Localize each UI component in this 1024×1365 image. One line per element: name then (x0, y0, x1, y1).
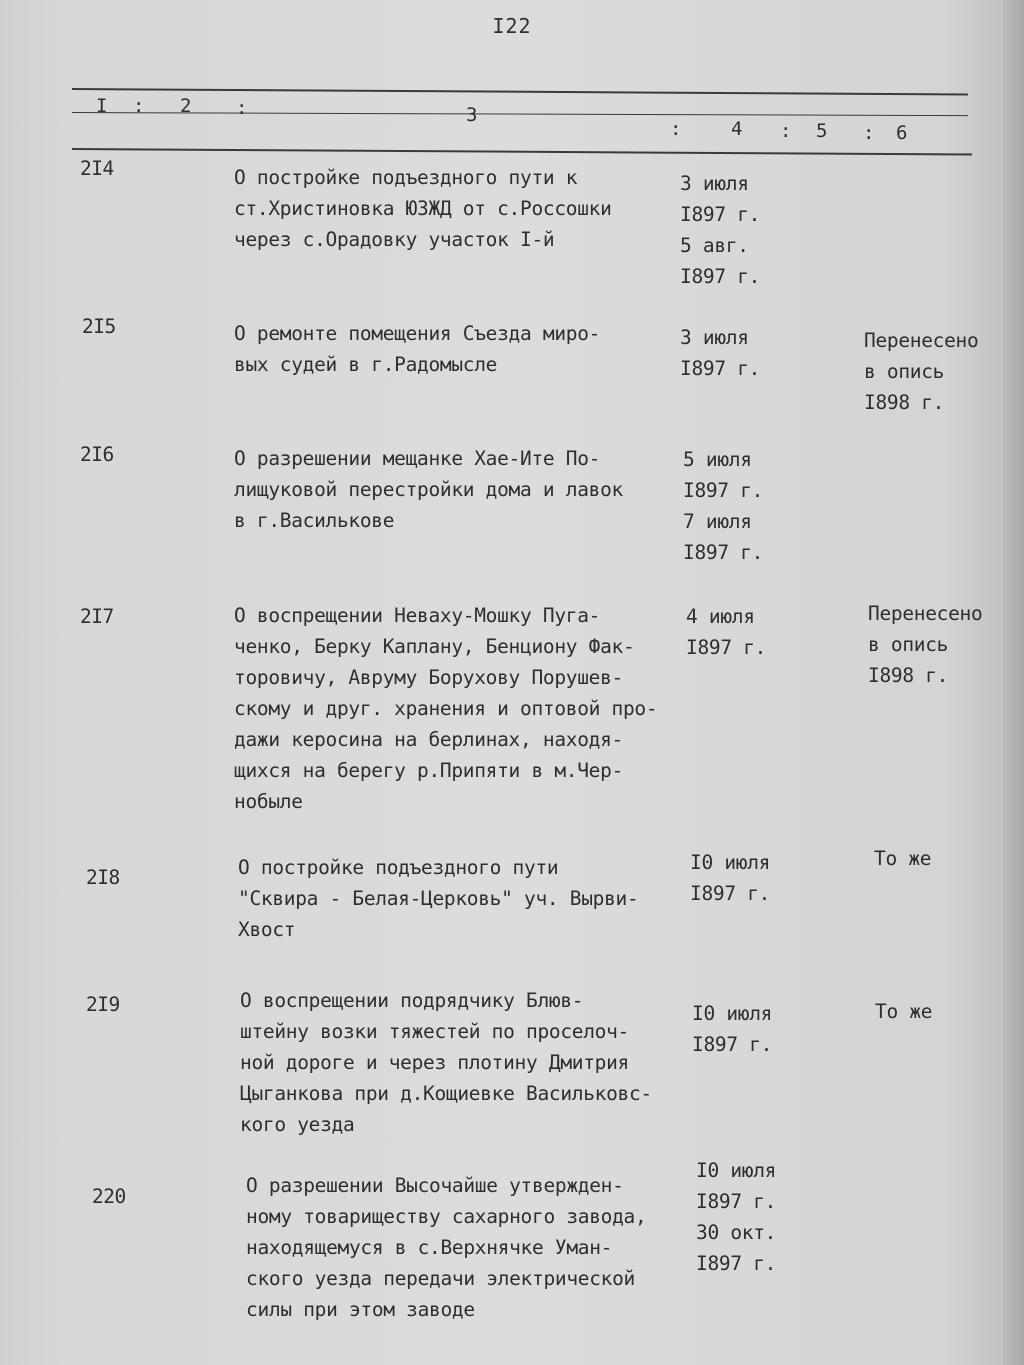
note-line: в опись (864, 360, 945, 383)
record-number: 2I5 (82, 315, 116, 338)
date-line: I897 г. (680, 357, 761, 380)
record-title (234, 443, 623, 536)
title-line: ному товариществу сахарного завода, (246, 1205, 647, 1228)
record-number: 2I7 (80, 605, 114, 628)
record-title (234, 600, 657, 817)
record-dates (680, 168, 760, 292)
record-dates (696, 1155, 776, 1279)
record-dates (692, 998, 772, 1060)
title-line: нобыле (234, 790, 303, 813)
record-number: 2I8 (86, 866, 120, 889)
title-line: торовичу, Авруму Борухову Порушев- (234, 666, 623, 689)
date-line: 30 окт. (696, 1221, 777, 1244)
record-dates (686, 601, 766, 663)
date-line: I897 г. (696, 1252, 777, 1275)
date-line: 3 июля (680, 172, 749, 195)
title-line: кого уезда (240, 1113, 355, 1136)
title-line: щихся на берегу р.Припяти в м.Чер- (234, 759, 623, 782)
header-rule-top (72, 88, 968, 95)
title-line: О воспрещении подрядчику Блюв- (240, 989, 584, 1012)
date-line: I897 г. (696, 1190, 777, 1213)
title-line: в г.Василькове (234, 509, 395, 532)
record-number: 2I4 (80, 157, 114, 180)
date-line: I897 г. (683, 479, 764, 502)
title-line: О разрешении мещанке Хае-Ите По- (234, 447, 601, 470)
title-line: дажи керосина на берлинах, находя- (234, 728, 623, 751)
column-header-6: 6 (896, 122, 908, 144)
title-line: ст.Христиновка ЮЗЖД от с.Россошки (234, 197, 612, 220)
title-line: находящемуся в с.Верхнячке Уман- (246, 1236, 613, 1259)
column-separator: : (670, 118, 682, 140)
title-line: Хвост (238, 918, 296, 941)
date-line: I0 июля (692, 1002, 773, 1025)
column-separator: : (863, 122, 875, 144)
record-number: 220 (92, 1185, 126, 1208)
note-line: Перенесено (868, 602, 983, 625)
date-line: I0 июля (690, 851, 771, 874)
record-title (240, 985, 652, 1140)
record-title (246, 1170, 646, 1325)
title-line: через с.Орадовку участок I-й (234, 228, 555, 251)
title-line: вых судей в г.Радомысле (234, 353, 498, 376)
date-line: I0 июля (696, 1159, 777, 1182)
date-line: 5 авг. (680, 234, 749, 257)
title-line: ной дороге и через плотину Дмитрия (240, 1051, 629, 1074)
date-line: 5 июля (683, 448, 752, 471)
title-line: лищуковой перестройки дома и лавок (234, 478, 623, 501)
page-number: I22 (492, 14, 532, 38)
date-line: I897 г. (690, 882, 771, 905)
note-line: в опись (868, 633, 949, 656)
record-number: 2I6 (80, 443, 114, 466)
title-line: скому и друг. хранения и оптовой про- (234, 697, 658, 720)
title-line: ченко, Берку Каплану, Бенциону Фак- (234, 635, 635, 658)
record-dates (690, 847, 770, 909)
date-line: I897 г. (683, 541, 764, 564)
record-dates (683, 444, 763, 568)
record-note (875, 996, 932, 1027)
note-line: I898 г. (864, 391, 945, 414)
note-line: I898 г. (868, 664, 949, 687)
date-line: I897 г. (680, 203, 761, 226)
title-line: "Сквира - Белая-Церковь" уч. Вырви- (238, 887, 639, 910)
date-line: 4 июля (686, 605, 755, 628)
note-line: То же (875, 1000, 933, 1023)
date-line: I897 г. (680, 265, 761, 288)
page-edge (1003, 0, 1024, 1365)
record-note (864, 325, 978, 418)
title-line: О разрешении Высочайше утвержден- (246, 1174, 624, 1197)
column-header-5: 5 (816, 120, 828, 142)
title-line: ского уезда передачи электрической (246, 1267, 635, 1290)
column-separator: : (780, 120, 792, 142)
title-line: Цыганкова при д.Кощиевке Васильковс- (240, 1082, 652, 1105)
record-note (868, 598, 982, 691)
title-line: О постройке подъездного пути (238, 856, 559, 879)
header-rule-middle (72, 112, 968, 116)
date-line: 7 июля (683, 510, 752, 533)
header-rule-bottom (72, 148, 972, 155)
column-header-4: 4 (731, 118, 743, 140)
date-line: 3 июля (680, 326, 749, 349)
title-line: штейну возки тяжестей по проселоч- (240, 1020, 629, 1043)
date-line: I897 г. (692, 1033, 773, 1056)
column-header-3: 3 (466, 104, 478, 126)
record-title (234, 162, 612, 255)
record-dates (680, 322, 760, 384)
record-number: 2I9 (86, 993, 120, 1016)
note-line: То же (874, 847, 932, 870)
record-title (234, 318, 600, 380)
title-line: силы при этом заводе (246, 1298, 475, 1321)
date-line: I897 г. (686, 636, 767, 659)
title-line: О постройке подъездного пути к (234, 166, 578, 189)
note-line: Перенесено (864, 329, 979, 352)
column-separator: : (133, 95, 145, 117)
title-line: О воспрещении Неваху-Мошку Пуга- (234, 604, 601, 627)
column-separator: : (236, 97, 248, 119)
column-header-1: I (96, 95, 108, 117)
column-header-2: 2 (180, 95, 192, 117)
record-title (238, 852, 638, 945)
title-line: О ремонте помещения Съезда миро- (234, 322, 601, 345)
record-note (874, 843, 931, 874)
